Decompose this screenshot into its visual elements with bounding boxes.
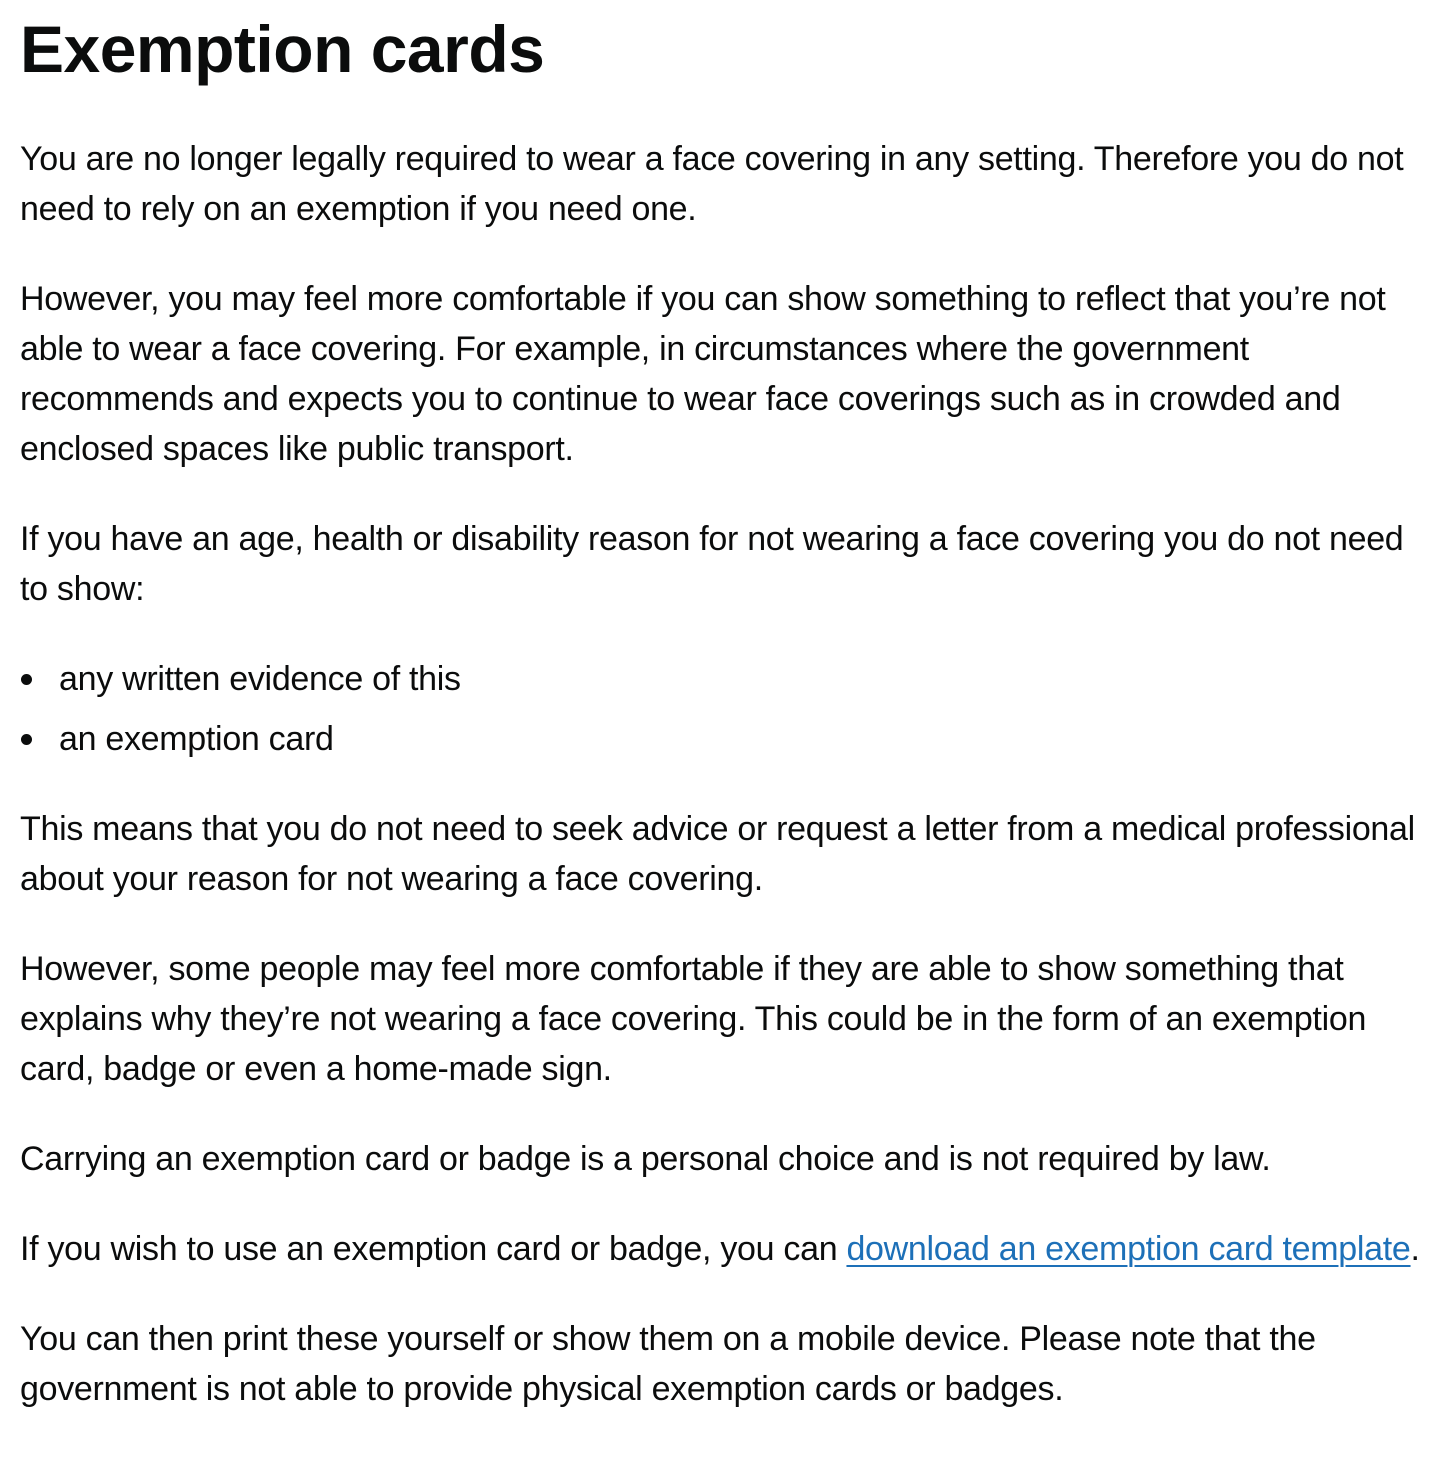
paragraph-no-medical-advice: This means that you do not need to seek advice or request a letter from a medical professional about your reason for not wearing a face covering.: [20, 810, 1415, 898]
paragraph-download: [20, 1224, 1428, 1274]
paragraph-personal-choice: Carrying an exemption card or badge is a personal choice and is not required by law.: [20, 1140, 1271, 1178]
download-text-before: If you wish to use an exemption card or badge, you can: [20, 1230, 847, 1268]
download-text-after: .: [1410, 1230, 1420, 1268]
bullet-icon: [21, 734, 32, 745]
bullet-icon: [21, 674, 32, 685]
paragraph-no-need-to-show: If you have an age, health or disability reason for not wearing a face covering you do not need to show:: [20, 520, 1404, 608]
page-title: Exemption cards: [20, 12, 545, 86]
list-item-text: any written evidence of this: [59, 660, 461, 698]
list-item: [20, 654, 1428, 704]
download-template-link[interactable]: download an exemption card template: [846, 1230, 1411, 1268]
paragraph-show-something: However, some people may feel more comfortable if they are able to show something that explains why they’re not wearing a face covering. This could be in the form of an exemption card, badge or even a home-made sign.: [20, 950, 1367, 1088]
paragraph-print-or-mobile: You can then print these yourself or show them on a mobile device. Please note that the government is not able to provide physical exemption cards or badges.: [20, 1320, 1316, 1408]
no-need-to-show-list: [20, 654, 1428, 764]
list-item-text: an exemption card: [59, 720, 334, 758]
paragraph-legal-requirement: You are no longer legally required to wear a face covering in any setting. Therefore you do not need to rely on an exemption if you need one.: [20, 140, 1404, 228]
paragraph-comfort: However, you may feel more comfortable if you can show something to reflect that you’re not able to wear a face covering. For example, in circumstances where the government recommends and expects you to continue to wear face coverings such as in crowded and enclosed spaces like public transport.: [20, 280, 1386, 468]
list-item: [20, 714, 1428, 764]
